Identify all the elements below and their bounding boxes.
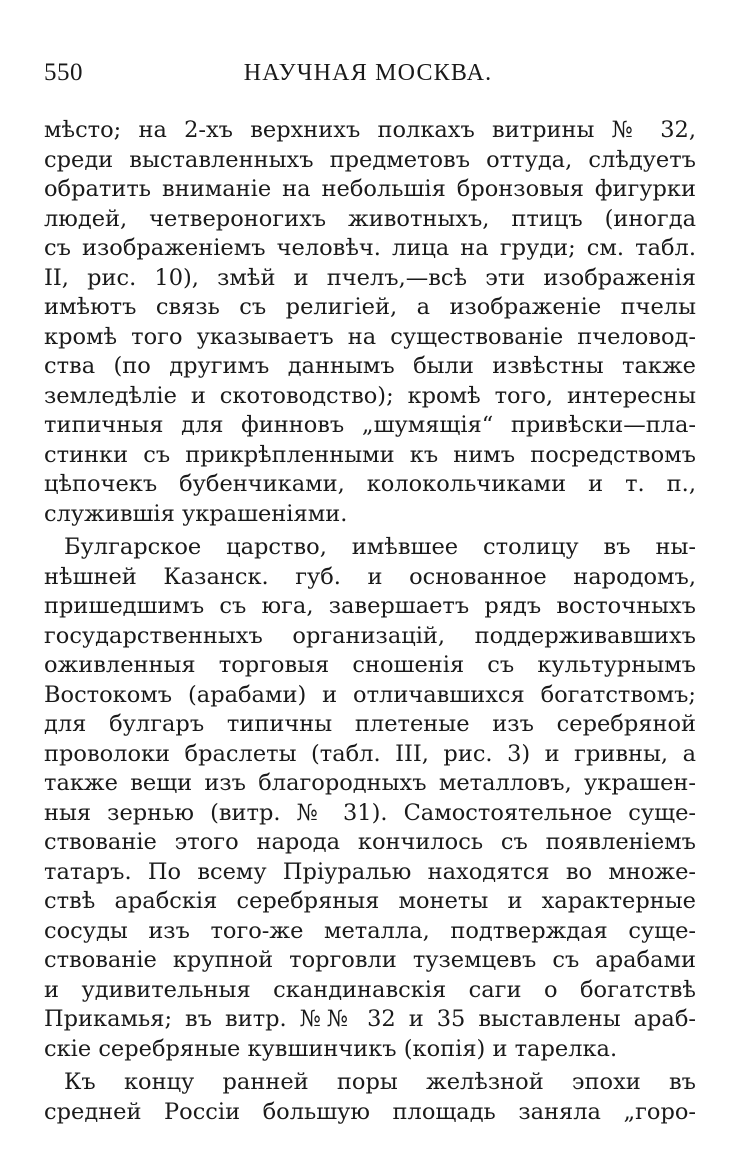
text-line: мѣсто; на 2-хъ верхнихъ полкахъ витрины № 32, — [44, 117, 696, 143]
text-line: государственныхъ организацій, поддерживавшихъ — [44, 622, 696, 649]
text-line: съ изображеніемъ человѣч. лица на груди; см. табл. — [44, 235, 696, 261]
text-line: имѣютъ связь съ религіей, а изображеніе пчелы — [44, 294, 696, 320]
paragraph — [44, 116, 696, 529]
running-title: НАУЧНАЯ МОСКВА. — [243, 60, 493, 86]
text-line: ствѣ арабскія серебряныя монеты и характерные — [44, 888, 696, 914]
text-line: скіе серебряные кувшинчикъ (копія) и тарелка. — [44, 1035, 618, 1062]
paragraph — [44, 1068, 696, 1127]
text-line: земледѣліе и скотоводство); кромѣ того, интересны — [44, 382, 696, 409]
text-line: людей, четвероногихъ животныхъ, птицъ (иногда — [44, 205, 696, 232]
text-line: обратить вниманіе на небольшія бронзовыя фигурки — [44, 176, 696, 202]
text-line: средней Россіи большую площадь заняла „горо- — [44, 1098, 696, 1125]
text-line: ствованіе этого народа кончилось съ появленіемъ — [44, 829, 696, 855]
text-line: для булгаръ типичны плетеные изъ серебряной — [44, 711, 696, 737]
text-line: служившія украшеніями. — [44, 500, 348, 527]
text-line: ствованіе крупной торговли туземцевъ съ арабами — [44, 947, 696, 973]
text-line: типичныя для финновъ „шумящія“ привѣски—пла- — [44, 412, 696, 438]
text-line: Прикамья; въ витр. №№ 32 и 35 выставлены араб- — [44, 1006, 696, 1032]
text-line: также вещи изъ благородныхъ металловъ, украшен- — [44, 770, 696, 796]
text-line: Булгарское царство, имѣвшее столицу въ ны- — [64, 534, 696, 560]
text-line: ства (по другимъ даннымъ были извѣстны также — [44, 353, 696, 379]
text-line: среди выставленныхъ предметовъ оттуда, слѣдуетъ — [44, 146, 696, 173]
text-line: II, рис. 10), змѣй и пчелъ,—всѣ эти изображенія — [44, 264, 696, 291]
text-line: проволоки браслеты (табл. III, рис. 3) и гривны, а — [44, 740, 696, 767]
text-line: ныя зернью (витр. № 31). Самостоятельное суще- — [44, 799, 696, 826]
text-line: пришедшимъ съ юга, завершаетъ рядъ восточныхъ — [44, 593, 696, 619]
text-line: нѣшней Казанск. губ. и основанное народомъ, — [44, 563, 696, 590]
paragraph — [44, 533, 696, 1064]
text-line: стинки съ прикрѣпленными къ нимъ посредствомъ — [44, 441, 696, 468]
text-line: кромѣ того указываетъ на существованіе пчеловод- — [44, 323, 696, 350]
text-line: оживленныя торговыя сношенія съ культурнымъ — [44, 652, 696, 678]
text-line: Востокомъ (арабами) и отличавшихся богатствомъ; — [44, 681, 696, 708]
text-line: и удивительныя скандинавскія саги о богатствѣ — [44, 976, 696, 1003]
page-number: 550 — [44, 59, 83, 86]
text-line: цѣпочекъ бубенчиками, колокольчиками и т. п., — [44, 471, 696, 497]
body-text — [44, 116, 696, 1127]
text-line: сосуды изъ того-же металла, подтверждая суще- — [44, 917, 696, 944]
text-line: татаръ. По всему Пріуралью находятся во множе- — [44, 858, 696, 885]
text-line: Къ концу ранней поры желѣзной эпохи въ — [64, 1069, 696, 1095]
